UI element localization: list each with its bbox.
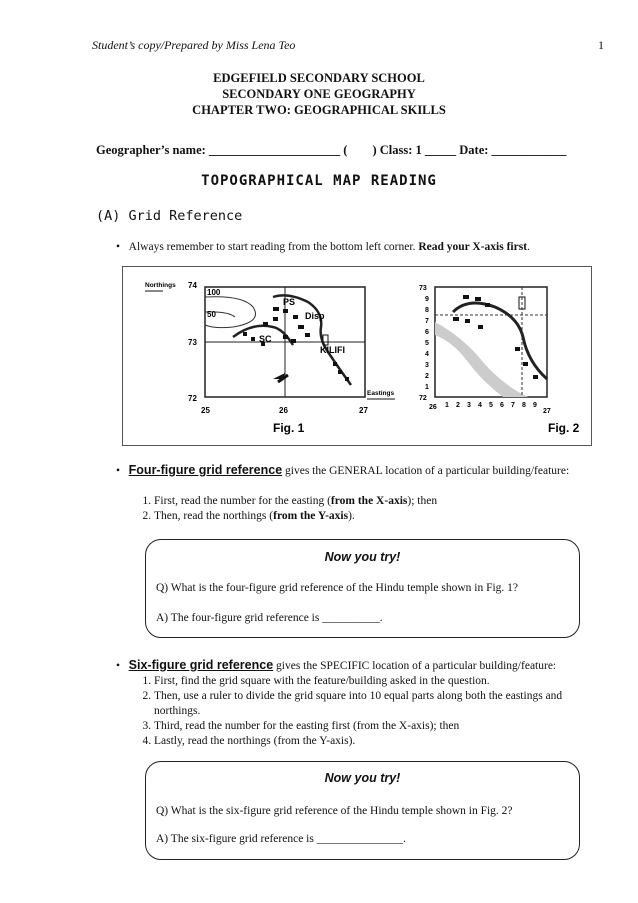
try-box-1-question: Q) What is the four-figure grid reference of the Hindu temple shown in Fig. 1? [156, 582, 519, 594]
fig1-label-kilifi: KILIFI [320, 345, 345, 355]
fig2-x-tick-26: 26 [429, 404, 437, 411]
four-figure-steps [136, 494, 614, 524]
fig1-y-tick-73: 73 [188, 338, 197, 347]
four-figure-bullet: • Four-figure grid reference gives the GENERAL location of a particular building/feature: [116, 463, 570, 477]
fig2-x-tick-4: 4 [478, 402, 482, 409]
fig1-map [145, 281, 395, 435]
fig2-x-tick-7: 7 [511, 402, 515, 409]
six-figure-step: 1. First, find the grid square with the feature/building asked in the question. [154, 674, 594, 689]
fig1-northings-label: Northings [145, 282, 176, 289]
fig2-x-tick-1: 1 [445, 402, 449, 409]
four-figure-step: 2. Then, read the northings (from the Y-axis). [154, 509, 614, 524]
fig1-contour-50: 50 [207, 310, 216, 319]
page-number: 1 [598, 38, 604, 52]
fig1-caption: Fig. 1 [273, 421, 305, 435]
six-figure-keyword: Six-figure grid reference [128, 658, 274, 672]
fig2-y-tick-72: 72 [419, 395, 427, 402]
chapter-title: CHAPTER TWO: GEOGRAPHICAL SKILLS [192, 103, 446, 117]
fig1-label-disp: Disp [305, 311, 325, 321]
map-figure [122, 266, 592, 446]
six-figure-step: 2. Then, use a ruler to divide the grid square into 10 equal parts along both the eastings and northings. [154, 689, 594, 719]
fig2-x-tick-27: 27 [543, 408, 551, 415]
fig2-y-tick-9: 9 [425, 296, 429, 303]
four-figure-step: 1. First, read the number for the easting (from the X-axis); then [154, 494, 614, 509]
fig1-label-sc: SC [259, 334, 272, 344]
fig2-y-tick-4: 4 [425, 351, 429, 358]
six-figure-bullet: • Six-figure grid reference gives the SPECIFIC location of a particular building/feature: [116, 658, 557, 672]
fig1-x-tick-25: 25 [201, 406, 210, 415]
school-name: EDGEFIELD SECONDARY SCHOOL [213, 71, 425, 85]
fig1-contour-100: 100 [207, 288, 221, 297]
fig1-y-tick-72: 72 [188, 394, 197, 403]
fig1-x-tick-26: 26 [279, 406, 288, 415]
student-details-line: Geographer’s name: _____________________ ( ) Class: 1 _____ Date: ____________ [96, 143, 567, 157]
fig2-y-tick-2: 2 [425, 373, 429, 380]
fig2-y-tick-8: 8 [425, 307, 429, 314]
bullet-dot: • [116, 660, 129, 672]
four-figure-keyword: Four-figure grid reference [128, 463, 283, 477]
bullet-dot: • [116, 465, 129, 477]
try-box-2-question: Q) What is the six-figure grid reference of the Hindu temple shown in Fig. 2? [156, 805, 513, 817]
map-figure-svg [123, 267, 591, 445]
six-figure-step: 4. Lastly, read the northings (from the Y-axis). [154, 734, 594, 749]
fig2-y-tick-6: 6 [425, 329, 429, 336]
fig2-y-tick-73: 73 [419, 285, 427, 292]
section-heading: (A) Grid Reference [96, 208, 243, 224]
fig2-x-tick-5: 5 [489, 402, 493, 409]
fig1-x-tick-27: 27 [359, 406, 368, 415]
fig1-label-ps: PS [283, 297, 296, 307]
fig2-x-tick-6: 6 [500, 402, 504, 409]
fig2-x-tick-8: 8 [522, 402, 526, 409]
fig2-caption: Fig. 2 [548, 421, 580, 435]
fig2-x-tick-9: 9 [533, 402, 537, 409]
fig2-x-ticks [429, 402, 551, 415]
fig2-x-tick-3: 3 [467, 402, 471, 409]
try-box-2-answer: A) The six-figure grid reference is _______________. [156, 833, 406, 845]
try-box-1-title: Now you try! [324, 550, 401, 564]
fig2-x-tick-2: 2 [456, 402, 460, 409]
fig1-eastings-label: Eastings [367, 390, 395, 397]
try-box-1-answer: A) The four-figure grid reference is __________. [156, 612, 383, 624]
try-box-1 [145, 539, 580, 638]
fig2-y-ticks [419, 285, 429, 402]
intro-bullet: • Always remember to start reading from the bottom left corner. Read your X-axis first. [116, 241, 530, 253]
fig2-y-tick-7: 7 [425, 318, 429, 325]
subject-level: SECONDARY ONE GEOGRAPHY [222, 87, 416, 101]
fig2-y-tick-1: 1 [425, 384, 429, 391]
six-figure-step: 3. Third, read the number for the easting first (from the X-axis); then [154, 719, 594, 734]
page-title: TOPOGRAPHICAL MAP READING [201, 173, 437, 189]
header-credit: Student’s copy/Prepared by Miss Lena Teo [92, 38, 296, 52]
fig2-map [419, 285, 580, 435]
try-box-2 [145, 761, 580, 860]
six-figure-steps [136, 674, 594, 749]
fig1-y-tick-74: 74 [188, 281, 197, 290]
fig2-y-tick-3: 3 [425, 362, 429, 369]
fig2-y-tick-5: 5 [425, 340, 429, 347]
bullet-dot: • [116, 241, 129, 253]
try-box-2-title: Now you try! [324, 771, 401, 785]
